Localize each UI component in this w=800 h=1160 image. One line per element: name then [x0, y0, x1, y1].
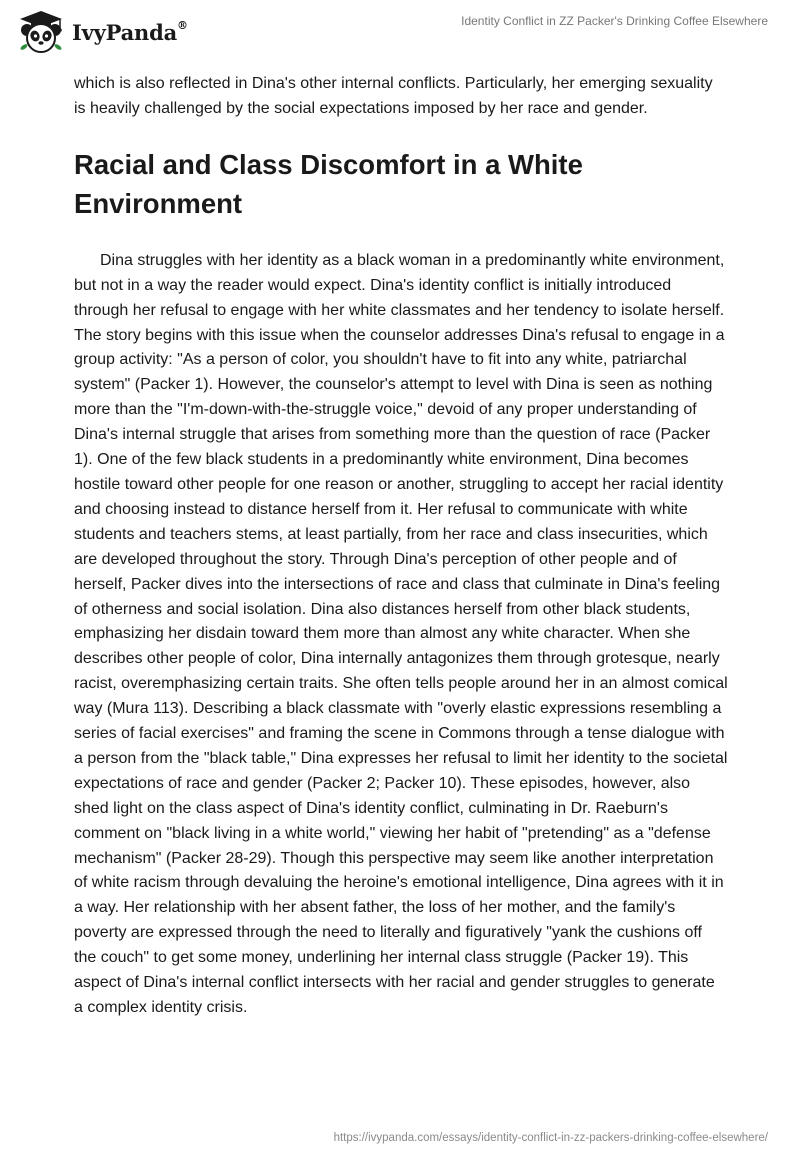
body-paragraph: Dina struggles with her identity as a black woman in a predominantly white environment, but not in a way the reader would expect. Dina's identity conflict is initially introduced through her refusal to engage with her white classmates and her tendency to isolate herself. The story begins with this issue when the counselor addresses Dina's refusal to engage in a group activity: "As a person of color, you shouldn't have to fit into any white, patriarchal system" (Packer 1). However, the counselor's attempt to level with Dina is seen as nothing more than the "I'm-down-with-the-struggle voice," devoid of any proper understanding of Dina's internal struggle that arises from something more than the question of race (Packer 1). One of the few black students in a predominantly white environment, Dina becomes hostile toward other people for one reason or another, struggling to accept her racial identity and choosing instead to distance herself from it. Her refusal to communicate with white students and teachers stems, at least partially, from her race and class insecurities, which are developed throughout the story. Through Dina's perception of other people and of herself, Packer dives into the intersections of race and class that culminate in Dina's feeling of otherness and social isolation. Dina also distances herself from other black students, emphasizing her disdain toward them more than almost any white character. When she describes other people of color, Dina internally antagonizes them through grotesque, nearly racist, overemphasizing certain traits. She often tells people around her in an almost comical way (Mura 113). Describing a black classmate with "overly elastic expressions resembling a series of facial exercises" and framing the scene in Commons through a tense dialogue with a person from the "black table," Dina expresses her refusal to limit her identity to the societal expectations of race and gender (Packer 2; Packer 10). These episodes, however, also shed light on the class aspect of Dina's identity conflict, culminating in Dr. Raeburn's comment on "black living in a white world," viewing her habit of "pretending" as a "defense mechanism" (Packer 28-29). Though this perspective may seem like another interpretation of white racism through devaluing the heroine's emotional intelligence, Dina agrees with it in a way. Her relationship with her absent father, the loss of her mother, and the family's poverty are expressed through the need to literally and figuratively "yank the cushions off the couch" to get some money, underlining her internal class struggle (Packer 19). This aspect of Dina's internal conflict intersects with her racial and gender struggles to generate a complex identity crisis. [74, 251, 728, 1016]
intro-paragraph: which is also reflected in Dina's other internal conflicts. Particularly, her emerging sexuality is heavily challenged by the social expectations imposed by her race and gender. [74, 75, 713, 117]
source-url[interactable]: https://ivypanda.com/essays/identity-conflict-in-zz-packers-drinking-coffee-elsewhere/ [333, 1132, 768, 1144]
page-header [0, 0, 800, 66]
section-heading: Racial and Class Discomfort in a White Environment [74, 148, 583, 219]
document-title: Identity Conflict in ZZ Packer's Drinking Coffee Elsewhere [461, 14, 768, 28]
logo-text: IvyPanda® [72, 18, 188, 45]
panda-graduate-icon [16, 7, 66, 57]
ivypanda-logo[interactable] [16, 7, 188, 57]
article-body [74, 72, 728, 1021]
